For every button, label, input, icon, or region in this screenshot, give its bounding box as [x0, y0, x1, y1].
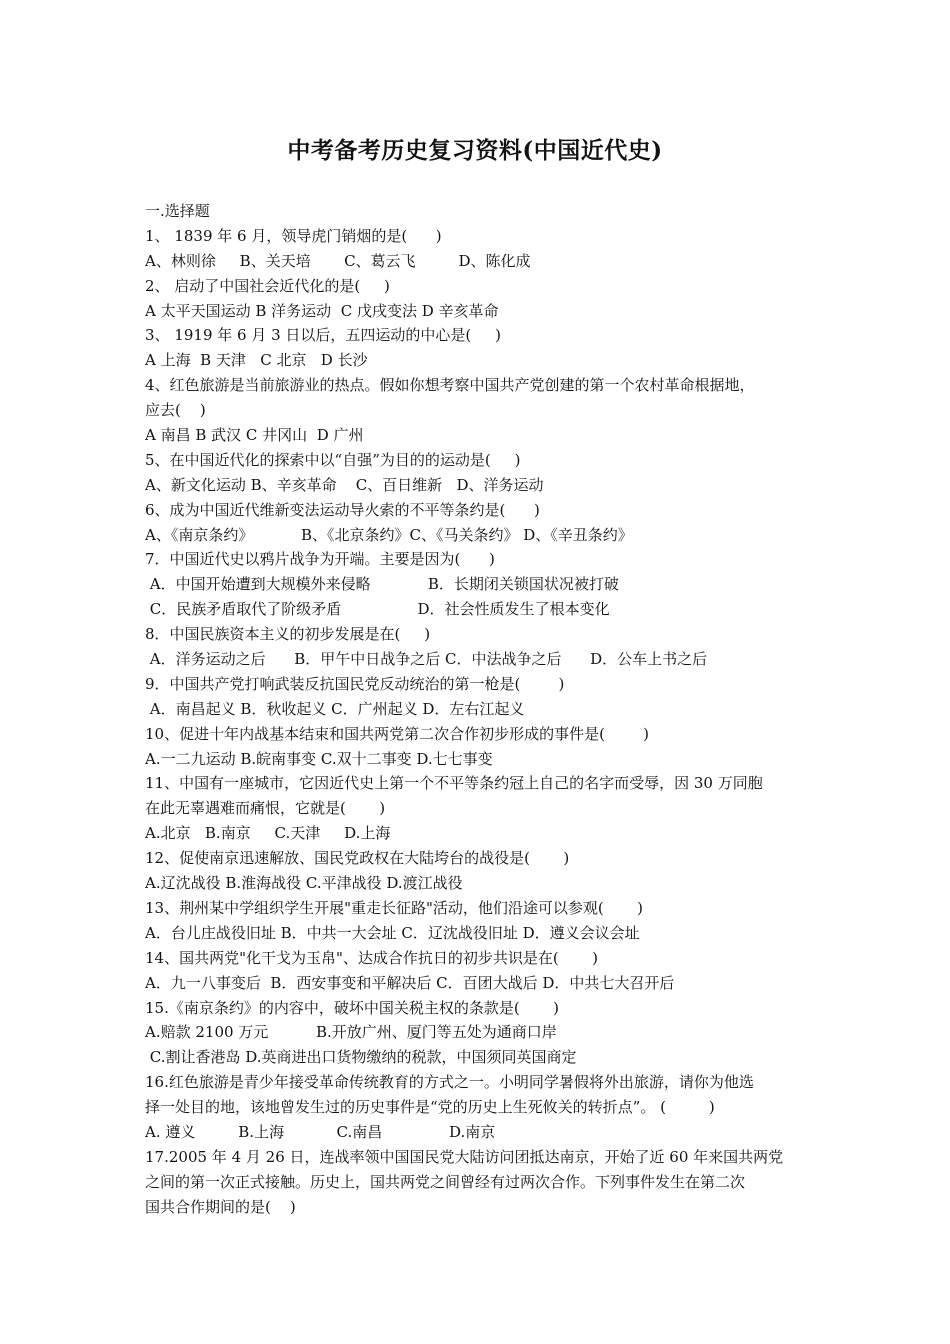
text-line: 12、促使南京迅速解放、国民党政权在大陆垮台的战役是( )	[145, 849, 570, 868]
text-line: 6、成为中国近代维新变法运动导火索的不平等条约是( )	[145, 500, 540, 519]
text-line: 14、国共两党"化干戈为玉帛"、达成合作抗日的初步共识是在( )	[145, 948, 598, 967]
text-line: 16.红色旅游是青少年接受革命传统教育的方式之一。小明同学暑假将外出旅游，请你为他选	[145, 1073, 754, 1092]
document-title: 中考备考历史复习资料(中国近代史)	[287, 137, 663, 164]
text-line: 2、 启动了中国社会近代化的是( )	[145, 276, 390, 295]
text-line: 5、在中国近代化的探索中以“自强”为目的的运动是( )	[145, 450, 521, 469]
text-line: 之间的第一次正式接触。历史上，国共两党之间曾经有过两次合作。下列事件发生在第二次	[145, 1172, 746, 1191]
text-line: 9．中国共产党打响武装反抗国民党反动统治的第一枪是( )	[145, 674, 565, 693]
text-line: 择一处目的地，该地曾发生过的历史事件是“党的历史上生死攸关的转折点”。 ( )	[145, 1098, 715, 1117]
text-line: 应去( )	[145, 401, 206, 420]
text-line: A．中国开始遭到大规模外来侵略 B．长期闭关锁国状况被打破	[145, 575, 619, 594]
document-body	[145, 199, 813, 1220]
text-line: A．九一八事变后 B．西安事变和平解决后 C．百团大战后 D．中共七大召开后	[145, 973, 675, 992]
text-line: A 上海 B 天津 C 北京 D 长沙	[145, 351, 368, 370]
text-line: A 太平天国运动 B 洋务运动 C 戊戌变法 D 辛亥革命	[145, 301, 499, 320]
text-line: 11、中国有一座城市，它因近代史上第一个不平等条约冠上自己的名字而受辱，因 30 万同胞	[145, 774, 763, 793]
text-line: 15.《南京条约》的内容中，破坏中国关税主权的条款是( )	[145, 998, 559, 1017]
text-line: 10、促进十年内战基本结束和国共两党第二次合作初步形成的事件是( )	[145, 724, 649, 743]
text-line: 在此无辜遇难而痛恨，它就是( )	[145, 799, 386, 818]
text-line: A、林则徐 B、关天培 C、葛云飞 D、陈化成	[145, 251, 531, 270]
text-line: A 南昌 B 武汉 C 井冈山 D 广州	[145, 426, 364, 445]
text-line: A．台儿庄战役旧址 B．中共一大会址 C．辽沈战役旧址 D．遵义会议会址	[145, 923, 640, 942]
text-line: A、新文化运动 B、辛亥革命 C、百日维新 D、洋务运动	[145, 475, 544, 494]
text-line: 国共合作期间的是( )	[145, 1197, 296, 1216]
text-line: A.一二九运动 B.皖南事变 C.双十二事变 D.七七事变	[145, 749, 493, 768]
text-line: A.辽沈战役 B.淮海战役 C.平津战役 D.渡江战役	[145, 874, 463, 893]
text-line: C．民族矛盾取代了阶级矛盾 D．社会性质发生了根本变化	[145, 600, 610, 619]
text-line: 13、荆州某中学组织学生开展"重走长征路"活动，他们沿途可以参观( )	[145, 898, 643, 917]
text-line: A．洋务运动之后 B．甲午中日战争之后 C．中法战争之后 D．公车上书之后	[145, 650, 708, 669]
text-line: 1、 1839 年 6 月，领导虎门销烟的是( )	[145, 226, 442, 245]
text-line: 17.2005 年 4 月 26 日，连战率领中国国民党大陆访问团抵达南京，开始了近 60 年来国共两党	[145, 1147, 784, 1166]
text-line: C.割让香港岛 D.英商进出口货物缴纳的税款，中国须同英国商定	[145, 1048, 577, 1067]
text-line: 一.选择题	[145, 202, 210, 220]
text-line: 7．中国近代史以鸦片战争为开端。主要是因为( )	[145, 550, 495, 569]
text-line: A.北京 B.南京 C.天津 D.上海	[145, 824, 391, 843]
text-line: A. 遵义 B.上海 C.南昌 D.南京	[145, 1122, 496, 1141]
text-line: A.赔款 2100 万元 B.开放广州、厦门等五处为通商口岸	[145, 1023, 557, 1042]
text-line: 4、红色旅游是当前旅游业的热点。假如你想考察中国共产党创建的第一个农村革命根据地，	[145, 376, 755, 395]
text-line: A、《南京条约》 B、《北京条约》C、《马关条约》 D、《辛丑条约》	[145, 525, 633, 544]
text-line: 3、 1919 年 6 月 3 日以后，五四运动的中心是( )	[145, 326, 501, 345]
text-line: 8．中国民族资本主义的初步发展是在( )	[145, 625, 431, 644]
text-line: A．南昌起义 B．秋收起义 C．广州起义 D．左右江起义	[145, 699, 525, 718]
